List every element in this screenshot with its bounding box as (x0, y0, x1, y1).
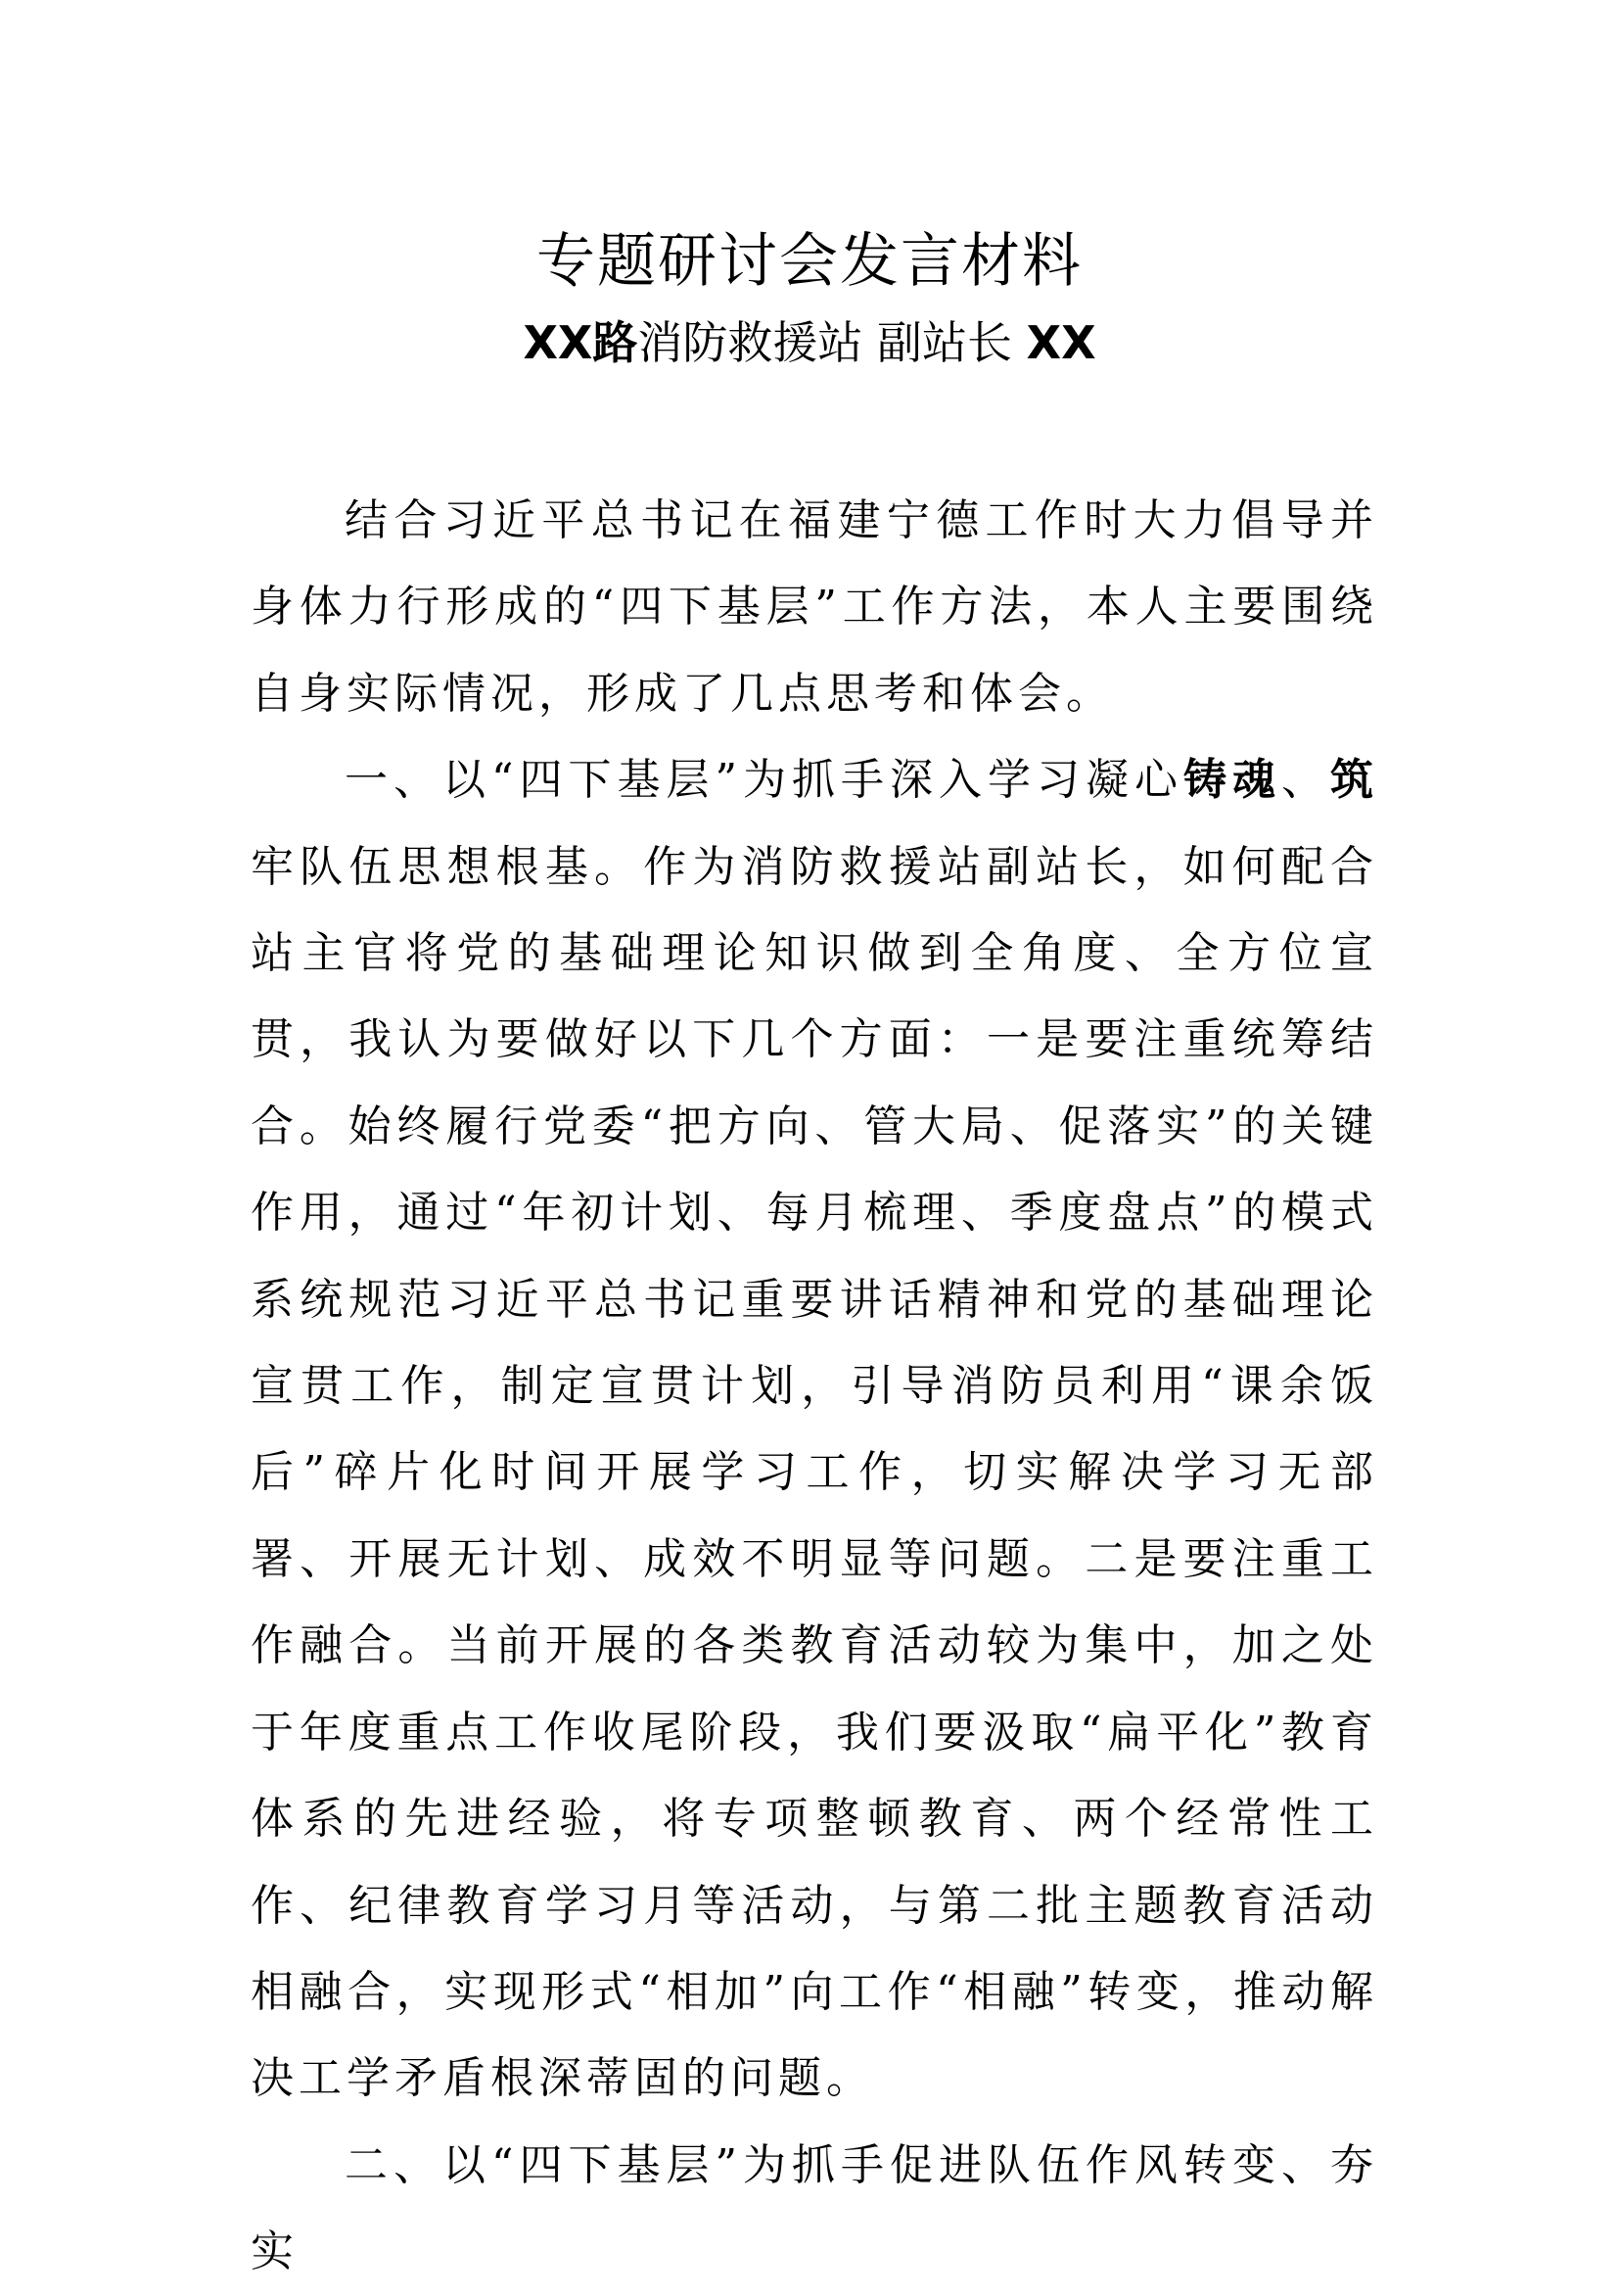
section-one-text-start: 一、以“四下基层”为抓手深入学习凝心 (345, 755, 1183, 806)
section-one-emphasis-1: 铸魂 (1183, 755, 1281, 806)
author-byline (0, 308, 1619, 377)
section-one-separator: 、 (1281, 755, 1330, 806)
byline-name: XX (1026, 316, 1096, 369)
paragraph-section-two: 二、以“四下基层”为抓手促进队伍作风转变、夯实 (251, 2139, 1378, 2277)
document-title: 专题研讨会发言材料 (536, 227, 1083, 296)
byline-unit-prefix: XX路 (523, 316, 638, 369)
paragraph-intro: 结合习近平总书记在福建宁德工作时大力倡导并身体力行形成的“四下基层”工作方法，本人主要围绕自身实际情况，形成了几点思考和体会。 (251, 495, 1378, 719)
section-one-emphasis-2: 筑 (1330, 755, 1378, 806)
section-one-text-rest: 牢队伍思想根基。作为消防救援站副站长，如何配合站主官将党的基础理论知识做到全角度、全方位宣贯，我认为要做好以下几个方面：一是要注重统筹结合。始终履行党委“把方向、管大局、促落实”的关键作用，通过“年初计划、每月梳理、季度盘点”的模式系统规范习近平总书记重要讲话精神和党的基础理论宣贯工作，制定宣贯计划，引导消防员利用“课余饭后”碎片化时间开展学习工作，切实解决学习无部署、开展无计划、成效不明显等问题。二是要注重工作融合。当前开展的各类教育活动较为集中，加之处于年度重点工作收尾阶段，我们要汲取“扁平化”教育体系的先进经验，将专项整顿教育、两个经常性工作、纪律教育学习月等活动，与第二批主题教育活动相融合，实现形式“相加”向工作“相融”转变，推动解决工学矛盾根深蒂固的问题。 (251, 841, 1378, 2104)
byline-unit: 消防救援站 (637, 316, 863, 369)
byline-position: 副站长 (877, 316, 1012, 369)
document-body (251, 478, 1378, 2296)
paragraph-section-one (251, 737, 1378, 2123)
